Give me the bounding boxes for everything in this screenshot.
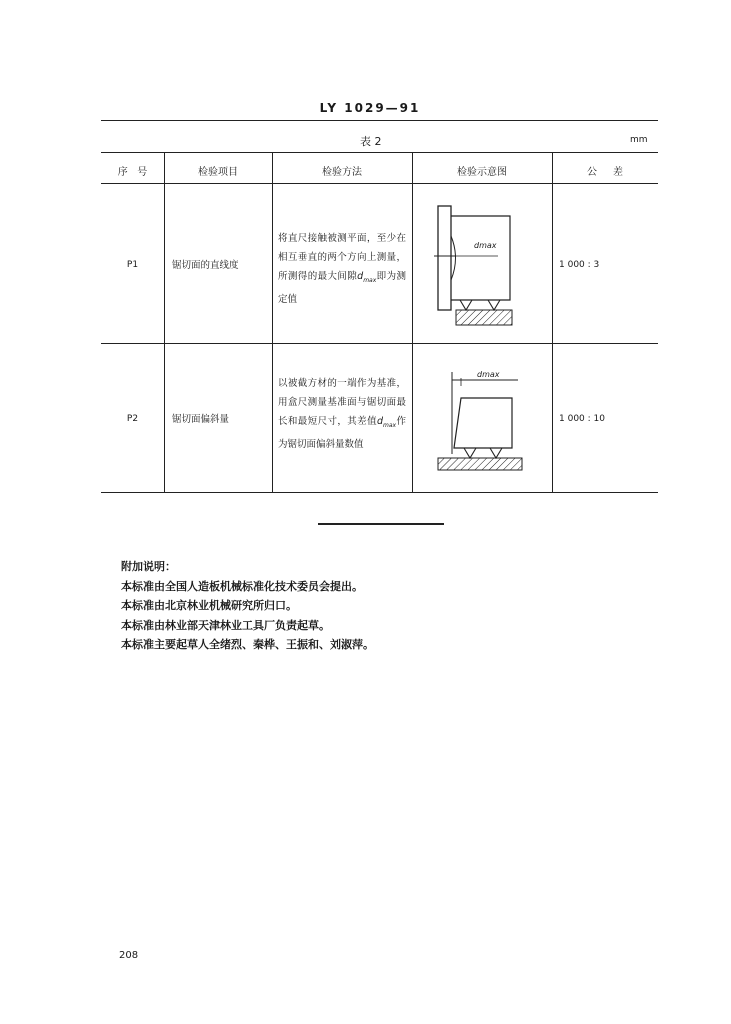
method-text-tail: 即为测定值 <box>278 271 406 305</box>
table-title: 表 2 <box>360 135 382 148</box>
notes-line: 本标准由林业部天津林业工具厂负责起草。 <box>121 618 330 632</box>
skew-diagram <box>430 366 530 478</box>
row-number: P2 <box>126 414 139 424</box>
method-symbol: d <box>357 271 364 282</box>
section-separator <box>318 523 444 525</box>
notes-line: 本标准由北京林业机械研究所归口。 <box>121 599 297 612</box>
additional-notes <box>121 557 374 655</box>
method-symbol-sub: max <box>363 276 377 284</box>
method-symbol: d <box>376 416 383 427</box>
table-unit: mm <box>630 135 648 145</box>
page-number: 208 <box>119 950 139 961</box>
inspection-method <box>278 374 406 454</box>
method-text: 以被截方材的一端作为基准，用盒尺测量基准面与锯切面最长和最短尺寸，其差值 <box>278 378 406 427</box>
column-divider <box>552 152 553 493</box>
notes-line: 本标准由全国人造板机械标准化技术委员会提出。 <box>121 579 363 593</box>
notes-line: 本标准主要起草人全绪烈、秦桦、王振和、刘淑萍。 <box>121 638 374 651</box>
column-header-tolerance: 公 差 <box>587 167 623 178</box>
diagram-label: dmax <box>477 370 500 379</box>
column-divider <box>164 152 165 493</box>
header-rule <box>101 120 658 121</box>
tolerance-value: 1 000 : 3 <box>559 260 600 270</box>
inspection-item: 锯切面偏斜量 <box>172 414 230 425</box>
column-header-method: 检验方法 <box>322 167 362 178</box>
header-bottom-rule <box>101 183 658 184</box>
column-divider <box>412 152 413 493</box>
table-top-rule <box>101 152 658 153</box>
straightness-diagram <box>430 200 530 332</box>
method-text-tail: 作为锯切面偏斜量数值 <box>278 416 406 450</box>
method-text: 将直尺接触被测平面，至少在相互垂直的两个方向上测量，所测得的最大间隙 <box>278 233 406 282</box>
inspection-method <box>278 229 406 309</box>
method-symbol-sub: max <box>383 421 397 429</box>
table-bottom-rule <box>101 492 658 493</box>
row-number: P1 <box>126 260 139 270</box>
column-header-diagram: 检验示意图 <box>457 167 507 178</box>
notes-heading: 附加说明： <box>121 560 176 573</box>
inspection-item: 锯切面的直线度 <box>172 260 239 271</box>
standard-code: LY 1029—91 <box>319 101 421 115</box>
diagram-label: dmax <box>474 241 497 250</box>
column-header-no: 序 号 <box>117 167 148 178</box>
column-header-item: 检验项目 <box>198 167 238 178</box>
column-divider <box>272 152 273 493</box>
row-divider <box>101 343 658 344</box>
tolerance-value: 1 000 : 10 <box>559 414 605 424</box>
